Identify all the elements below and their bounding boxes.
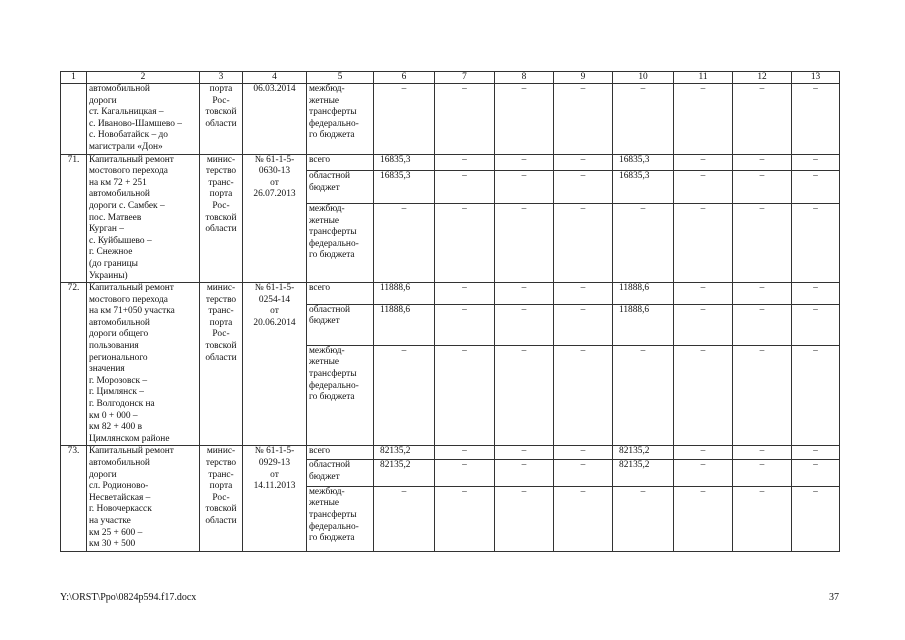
value-cell: –	[495, 203, 554, 282]
text-line: межбюд-	[309, 486, 345, 497]
value-cell: 82135,2	[374, 460, 435, 487]
value-cell: –	[374, 203, 435, 282]
text-line: мостового перехода	[89, 294, 168, 305]
text-line: значения	[89, 364, 125, 375]
executor-cell	[200, 84, 243, 155]
object-name-cell	[87, 154, 200, 283]
value-cell: –	[374, 345, 435, 446]
text-line: 0254-14	[258, 294, 291, 305]
text-line: г. Цимлянск –	[89, 387, 144, 398]
object-name-cell	[87, 446, 200, 551]
value-cell: –	[554, 203, 613, 282]
text-line: регионального	[89, 352, 148, 363]
value-cell: –	[435, 84, 495, 155]
value-cell: –	[435, 345, 495, 446]
value-cell: –	[792, 460, 840, 487]
text-line: Капитальный ремонт	[89, 154, 174, 165]
text-line: сл. Родионово-	[89, 481, 149, 492]
text-line: федерально-	[309, 238, 359, 249]
value-cell: –	[674, 345, 733, 446]
value-cell: 82135,2	[374, 446, 435, 460]
text-line: минис-	[206, 154, 236, 165]
value-cell: –	[674, 304, 733, 345]
value-cell: 11888,6	[374, 283, 435, 304]
text-line: на км 72 + 251	[89, 177, 147, 188]
value-cell: –	[495, 460, 554, 487]
text-line: жетные	[309, 215, 340, 226]
executor-cell	[200, 283, 243, 446]
text-line: Курган –	[89, 224, 124, 235]
text-line: Капитальный ремонт	[89, 283, 174, 294]
value-cell: 82135,2	[613, 460, 674, 487]
text-line: товской	[205, 341, 237, 352]
text-line: межбюд-	[309, 84, 345, 94]
value-cell: 16835,3	[374, 171, 435, 203]
funding-source-cell	[307, 283, 374, 304]
file-path: Y:\ORST\Ppo\0824p594.f17.docx	[60, 592, 197, 603]
value-cell: –	[435, 203, 495, 282]
text-line: г. Снежное	[89, 247, 133, 258]
value-cell: –	[613, 345, 674, 446]
text-line: пос. Матвеев	[89, 212, 142, 223]
value-cell: –	[792, 283, 840, 304]
text-line: порта	[209, 189, 233, 200]
value-cell: –	[554, 486, 613, 551]
text-line: трансферты	[309, 510, 357, 521]
text-line: № 61-1-5-	[254, 446, 295, 457]
value-cell: –	[674, 460, 733, 487]
funding-source-cell	[307, 446, 374, 460]
text-line: трансферты	[309, 227, 357, 238]
row-number-cell: 73.	[61, 446, 87, 551]
text-line: бюджет	[309, 183, 340, 194]
row-number-cell: 71.	[61, 154, 87, 283]
text-line: транс-	[208, 177, 234, 188]
text-line: межбюд-	[309, 345, 345, 356]
value-cell: –	[554, 446, 613, 460]
text-line: дороги с. Самбек –	[89, 200, 165, 211]
column-number: 6	[374, 72, 435, 84]
value-cell: –	[374, 84, 435, 155]
text-line: терство	[205, 166, 237, 177]
text-line: г. Морозовск –	[89, 375, 148, 386]
value-cell: 16835,3	[613, 171, 674, 203]
column-number: 10	[613, 72, 674, 84]
funding-source-cell	[307, 84, 374, 155]
value-cell: –	[435, 154, 495, 171]
text-line: Рос-	[212, 492, 230, 503]
funding-source-cell	[307, 486, 374, 551]
text-line: 0630-13	[258, 166, 291, 177]
text-line: минис-	[206, 446, 236, 457]
text-line: жетные	[309, 357, 340, 368]
value-cell: –	[435, 460, 495, 487]
column-number: 8	[495, 72, 554, 84]
text-line: терство	[205, 294, 237, 305]
value-cell: –	[554, 283, 613, 304]
text-line: жетные	[309, 95, 340, 106]
value-cell: –	[792, 446, 840, 460]
value-cell: –	[674, 486, 733, 551]
text-line: дороги	[89, 95, 117, 106]
funding-source-cell	[307, 460, 374, 487]
value-cell: –	[613, 486, 674, 551]
value-cell: –	[554, 84, 613, 155]
text-line: транс-	[208, 469, 234, 480]
text-line: Рос-	[212, 329, 230, 340]
text-line: магистрали «Дон»	[89, 141, 163, 152]
text-line: № 61-1-5-	[254, 283, 295, 294]
page-number: 37	[829, 592, 839, 603]
text-line: с. Куйбышево –	[89, 235, 152, 246]
document-cell	[243, 446, 307, 551]
funding-source-cell	[307, 345, 374, 446]
object-name-cell	[87, 84, 200, 155]
text-line: от	[270, 469, 279, 480]
budget-table	[60, 71, 840, 552]
value-cell: –	[435, 486, 495, 551]
column-number: 7	[435, 72, 495, 84]
value-cell: 16835,3	[613, 154, 674, 171]
row-number-cell: 72.	[61, 283, 87, 446]
value-cell: –	[674, 154, 733, 171]
value-cell: –	[733, 460, 792, 487]
value-cell: –	[733, 446, 792, 460]
value-cell: –	[554, 345, 613, 446]
value-cell: –	[792, 304, 840, 345]
text-line: 20.06.2014	[253, 317, 296, 328]
value-cell: –	[554, 304, 613, 345]
text-line: на участке	[89, 515, 131, 526]
value-cell: –	[674, 446, 733, 460]
object-name-cell	[87, 283, 200, 446]
text-line: от	[270, 177, 279, 188]
text-line: всего	[309, 283, 331, 294]
text-line: мостового перехода	[89, 166, 168, 177]
text-line: км 25 + 600 –	[89, 527, 143, 538]
value-cell: –	[495, 171, 554, 203]
value-cell: –	[554, 460, 613, 487]
text-line: ст. Кагальницкая –	[89, 107, 164, 118]
funding-source-cell	[307, 171, 374, 203]
value-cell: –	[792, 203, 840, 282]
text-line: товской	[205, 504, 237, 515]
document-cell	[243, 283, 307, 446]
text-line: области	[205, 118, 237, 129]
value-cell: –	[554, 154, 613, 171]
text-line: областной	[309, 460, 351, 471]
value-cell: –	[554, 171, 613, 203]
executor-cell	[200, 154, 243, 283]
text-line: Украины)	[89, 270, 128, 281]
column-number: 4	[243, 72, 307, 84]
value-cell: –	[733, 203, 792, 282]
column-number: 9	[554, 72, 613, 84]
value-cell: 82135,2	[613, 446, 674, 460]
row-number-cell	[61, 84, 87, 155]
text-line: автомобильной	[89, 458, 150, 468]
value-cell: –	[733, 345, 792, 446]
value-cell: 16835,3	[374, 154, 435, 171]
value-cell: –	[435, 446, 495, 460]
text-line: областной	[309, 304, 351, 315]
table-row	[61, 84, 840, 155]
table-row	[61, 283, 840, 304]
text-line: г. Новочеркасск	[89, 504, 152, 515]
text-line: Капитальный ремонт	[89, 446, 174, 457]
text-line: Цимлянском районе	[89, 433, 170, 444]
text-line: от	[270, 306, 279, 317]
funding-source-cell	[307, 304, 374, 345]
text-line: области	[205, 352, 237, 363]
text-line: всего	[309, 154, 331, 165]
value-cell: –	[733, 84, 792, 155]
text-line: товской	[205, 212, 237, 223]
value-cell: –	[792, 486, 840, 551]
text-line: Рос-	[212, 200, 230, 211]
value-cell: –	[613, 203, 674, 282]
text-line: км 0 + 000 –	[89, 410, 138, 421]
table-row	[61, 154, 840, 171]
text-line: всего	[309, 446, 331, 457]
text-line: 14.11.2013	[253, 481, 296, 492]
table-row	[61, 446, 840, 460]
text-line: дороги	[89, 469, 117, 480]
text-line: межбюд-	[309, 203, 345, 214]
value-cell: –	[613, 84, 674, 155]
text-line: федерально-	[309, 521, 359, 532]
text-line: го бюджета	[309, 392, 355, 403]
value-cell: –	[435, 304, 495, 345]
text-line: областной	[309, 171, 351, 182]
text-line: км 82 + 400 в	[89, 422, 143, 433]
value-cell: –	[495, 84, 554, 155]
value-cell: 11888,6	[374, 304, 435, 345]
text-line: федерально-	[309, 380, 359, 391]
value-cell: –	[495, 486, 554, 551]
value-cell: –	[792, 84, 840, 155]
text-line: терство	[205, 458, 237, 468]
document-cell: 06.03.2014	[243, 84, 307, 155]
text-line: порта	[209, 481, 233, 492]
value-cell: –	[495, 446, 554, 460]
document-cell	[243, 154, 307, 283]
text-line: автомобильной	[89, 189, 150, 200]
text-line: Рос-	[212, 95, 230, 106]
value-cell: –	[374, 486, 435, 551]
text-line: порта	[209, 317, 233, 328]
text-line: (до границы	[89, 258, 138, 269]
text-line: трансферты	[309, 369, 357, 379]
value-cell: –	[792, 154, 840, 171]
value-cell: –	[674, 171, 733, 203]
column-number: 3	[200, 72, 243, 84]
value-cell: –	[733, 304, 792, 345]
text-line: автомобильной	[89, 317, 150, 328]
text-line: товской	[205, 107, 237, 118]
value-cell: –	[495, 304, 554, 345]
value-cell: –	[674, 203, 733, 282]
text-line: порта	[209, 84, 233, 94]
value-cell: –	[435, 283, 495, 304]
text-line: минис-	[206, 283, 236, 294]
text-line: автомобильной	[89, 84, 150, 94]
value-cell: –	[733, 171, 792, 203]
text-line: г. Волгодонск на	[89, 399, 155, 410]
text-line: № 61-1-5-	[254, 154, 295, 165]
text-line: с. Иваново-Шамшево –	[89, 118, 182, 129]
funding-source-cell	[307, 203, 374, 282]
header-row	[61, 72, 840, 84]
text-line: бюджет	[309, 316, 340, 327]
value-cell: –	[495, 154, 554, 171]
text-line: области	[205, 224, 237, 235]
column-number: 12	[733, 72, 792, 84]
column-number: 11	[674, 72, 733, 84]
text-line: 26.07.2013	[253, 189, 296, 200]
text-line: федерально-	[309, 118, 359, 129]
value-cell: –	[495, 283, 554, 304]
text-line: го бюджета	[309, 130, 355, 141]
text-line: дороги общего	[89, 329, 149, 340]
value-cell: –	[495, 345, 554, 446]
value-cell: 11888,6	[613, 283, 674, 304]
column-number: 2	[87, 72, 200, 84]
text-line: км 30 + 500	[89, 539, 136, 550]
value-cell: –	[792, 171, 840, 203]
column-number: 13	[792, 72, 840, 84]
value-cell: –	[674, 84, 733, 155]
text-line: бюджет	[309, 471, 340, 482]
text-line: транс-	[208, 306, 234, 317]
funding-source-cell	[307, 154, 374, 171]
value-cell: –	[733, 154, 792, 171]
text-line: го бюджета	[309, 250, 355, 261]
value-cell: –	[674, 283, 733, 304]
column-number: 1	[61, 72, 87, 84]
text-line: жетные	[309, 498, 340, 509]
value-cell: –	[733, 486, 792, 551]
text-line: пользования	[89, 341, 139, 352]
text-line: Несветайская –	[89, 492, 151, 503]
value-cell: –	[435, 171, 495, 203]
column-number: 5	[307, 72, 374, 84]
text-line: 0929-13	[258, 458, 291, 468]
text-line: го бюджета	[309, 533, 355, 544]
text-line: на км 71+050 участка	[89, 306, 175, 317]
text-line: трансферты	[309, 107, 357, 118]
value-cell: –	[792, 345, 840, 446]
executor-cell	[200, 446, 243, 551]
text-line: с. Новобатайск – до	[89, 130, 168, 141]
value-cell: 11888,6	[613, 304, 674, 345]
value-cell: –	[733, 283, 792, 304]
text-line: области	[205, 515, 237, 526]
